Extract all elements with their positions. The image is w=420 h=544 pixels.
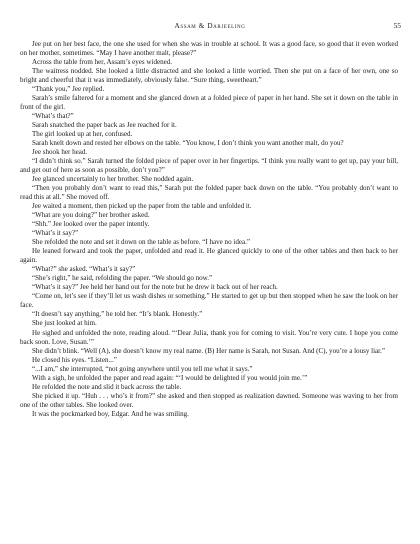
body-text: [20, 40, 398, 419]
paragraph: “What’s it say?” Jee held her hand out for the note but he drew it back out of her reach.: [32, 283, 278, 292]
running-head-title: Assam & Darjeeling: [174, 22, 246, 30]
paragraph: She just looked at him.: [32, 319, 97, 328]
paragraph: “She’s right,” he said, refolding the paper. “We should go now.”: [32, 274, 213, 283]
paragraph: Across the table from her, Assam’s eyes widened.: [32, 58, 173, 67]
paragraph: He sighed and unfolded the note, reading aloud. “‘Dear Julia, thank you for coming to visit. You’re very cute. I hope you come back soon. Love, Susan.’”: [20, 328, 398, 346]
paragraph: With a sigh, he unfolded the paper and read again: “‘I would be delighted if you would join me.’”: [32, 373, 308, 382]
paragraph: He leaned forward and took the paper, unfolded and read it. He glanced quickly to one of the other tables and then back to her again.: [20, 247, 398, 265]
paragraph: The girl looked up at her, confused.: [32, 130, 133, 139]
paragraph: “Come on, let’s see if they’ll let us wash dishes or something.” He started to get up but then stopped when he saw the look on her face.: [20, 292, 398, 310]
paragraph: “What are you doing?” her brother asked.: [32, 211, 150, 220]
running-header: [0, 20, 420, 32]
paragraph: Jee glanced uncertainly to her brother. She nodded again.: [32, 175, 194, 184]
paragraph: Jee shook her head.: [32, 148, 88, 157]
paragraph: She didn’t blink. “Well (A), she doesn’t know my real name. (B) Her name is Sarah, not Susan. And (C), you’re a lousy liar.”: [32, 346, 386, 355]
paragraph: She refolded the note and set it down on the table as before. “I have no idea.”: [32, 238, 250, 247]
paragraph: The waitress nodded. She looked a little distracted and she looked a little worried. Then she put on a face of her own, one so bright and cheerful that it was immediately, obviously false. “Sure thing, sweetheart.”: [20, 67, 398, 85]
paragraph: “What’s that?”: [32, 112, 74, 121]
page-number: 55: [393, 21, 401, 30]
paragraph: Jee waited a moment, then picked up the paper from the table and unfolded it.: [32, 202, 252, 211]
paragraph: “Then you probably don’t want to read this,” Sarah put the folded paper back down on the table. “You probably don’t want to read this at all.” She moved off.: [20, 184, 398, 202]
paragraph: He refolded the note and slid it back across the table.: [32, 382, 182, 391]
paragraph: Sarah’s smile faltered for a moment and she glanced down at a folded piece of paper in her hand. She set it down on the table in front of the girl.: [20, 94, 398, 112]
paragraph: Sarah knelt down and rested her elbows on the table. “You know, I don’t think you want another malt, do you?: [32, 139, 344, 148]
paragraph: He closed his eyes. “Listen...”: [32, 355, 117, 364]
paragraph: She picked it up. “Huh . . . who’s it from?” she asked and then stopped as realization dawned. Someone was waving to her from one of the other tables. She looked over.: [20, 391, 398, 409]
paragraph: “What?” she asked. “What’s it say?”: [32, 265, 136, 274]
paragraph: “Thank you,” Jee replied.: [32, 85, 105, 94]
paragraph: “What’s it say?”: [32, 229, 79, 238]
paragraph: “...I am,” she interrupted, “not going anywhere until you tell me what it says.”: [32, 364, 253, 373]
paragraph: “Shh.” Jee looked over the paper intently.: [32, 220, 150, 229]
paragraph: Sarah snatched the paper back as Jee reached for it.: [32, 121, 177, 130]
paragraph: It was the pockmarked boy, Edgar. And he was smiling.: [32, 409, 189, 418]
paragraph: Jee put on her best face, the one she used for when she was in trouble at school. It was a good face, so good that it even worked on her mother, sometimes. “May I have another malt, please?”: [20, 40, 398, 58]
paragraph: “I didn’t think so.” Sarah turned the folded piece of paper over in her fingertips. “I think you really want to get up, pay your bill, and get out of here as soon as possible, don’t you?”: [20, 157, 398, 175]
paragraph: “It doesn’t say anything,” he told her. “It’s blank. Honestly.”: [32, 310, 203, 319]
